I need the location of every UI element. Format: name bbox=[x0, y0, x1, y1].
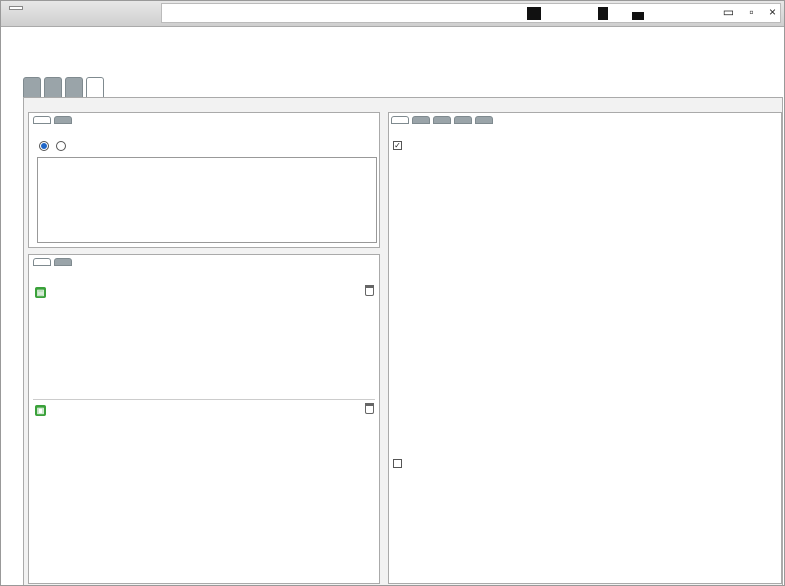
claim-radio[interactable] bbox=[39, 141, 49, 151]
statement-panel bbox=[28, 112, 380, 248]
title-bar bbox=[1, 1, 785, 27]
tab-pubmed-search[interactable] bbox=[433, 116, 451, 124]
strip-bar bbox=[598, 7, 608, 20]
trash-icon[interactable] bbox=[365, 403, 374, 414]
strip-bar bbox=[527, 7, 541, 20]
evidence-figure-thumbnail bbox=[47, 407, 357, 537]
tab-micro-publication[interactable] bbox=[86, 77, 104, 97]
figure-2-thumbnail bbox=[403, 455, 781, 583]
tab-postit[interactable] bbox=[23, 77, 41, 97]
trash-icon[interactable] bbox=[365, 285, 374, 296]
figure-checkbox[interactable] bbox=[393, 459, 402, 468]
statement-tabs bbox=[33, 116, 72, 124]
divider bbox=[33, 399, 375, 400]
tab-terms-search[interactable] bbox=[454, 116, 472, 124]
image-tabs bbox=[391, 116, 493, 124]
image-evidence-icon: ▣ bbox=[36, 406, 45, 415]
tab-images[interactable] bbox=[391, 116, 409, 124]
text-evidence-icon: ▤ bbox=[36, 288, 45, 297]
hypothesis-radio[interactable] bbox=[56, 141, 66, 151]
micro-publication-pane bbox=[23, 97, 783, 586]
tab-references[interactable] bbox=[412, 116, 430, 124]
tab-qualifier[interactable] bbox=[44, 77, 62, 97]
figure-1 bbox=[403, 139, 779, 439]
window-title bbox=[9, 6, 23, 10]
support-tabs bbox=[33, 258, 72, 266]
tab-supported-by[interactable] bbox=[33, 258, 51, 266]
tab-statements-search[interactable] bbox=[475, 116, 493, 124]
figure-strip bbox=[161, 3, 781, 23]
strip-bar bbox=[632, 12, 644, 20]
window-controls[interactable]: ▭ ▫ × bbox=[722, 5, 782, 19]
tab-source[interactable] bbox=[54, 116, 72, 124]
highlight-banner bbox=[1, 35, 785, 63]
type-selector bbox=[37, 141, 68, 153]
figure-checkbox[interactable]: ✓ bbox=[394, 141, 401, 150]
main-tabs bbox=[23, 77, 104, 97]
images-panel bbox=[388, 112, 782, 584]
tab-antibody[interactable] bbox=[65, 77, 83, 97]
tab-qualified-by[interactable] bbox=[54, 258, 72, 266]
tab-statement[interactable] bbox=[33, 116, 51, 124]
supported-by-panel bbox=[28, 254, 380, 584]
statement-textarea[interactable] bbox=[37, 157, 377, 243]
